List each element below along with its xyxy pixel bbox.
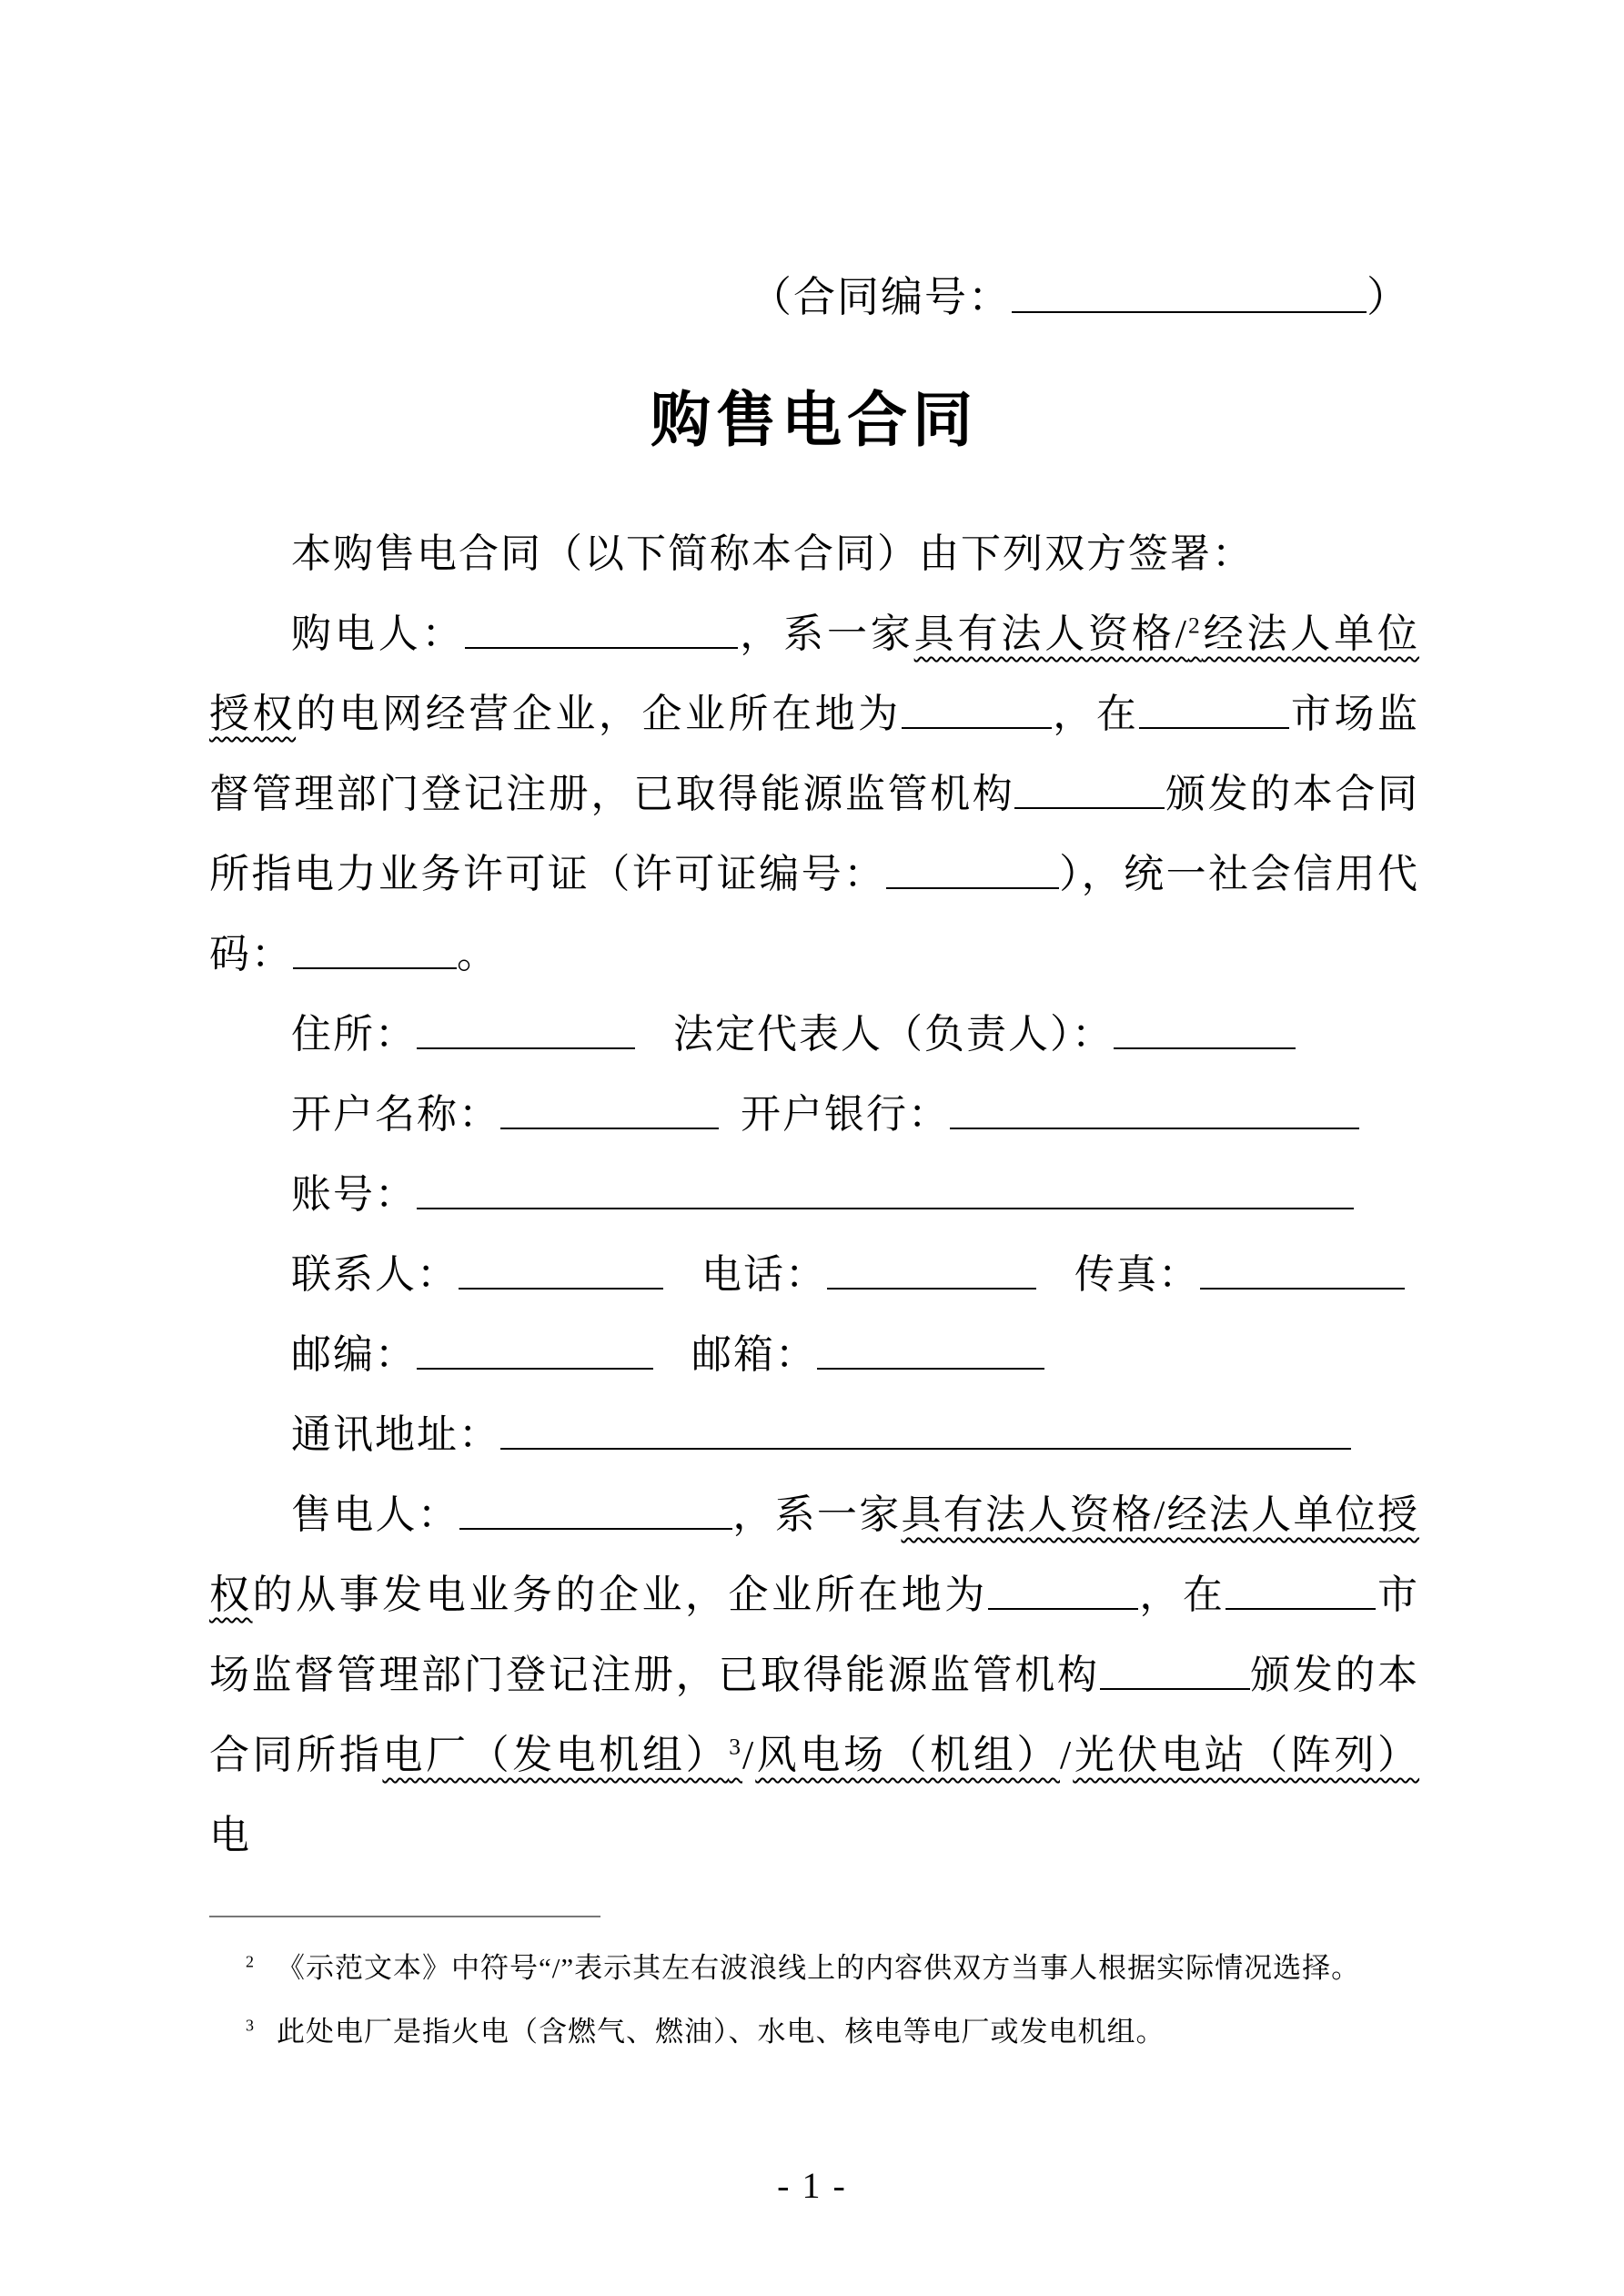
postcode-blank (417, 1364, 653, 1370)
seller-solar-option: 光伏电站（阵列） (1073, 1733, 1420, 1777)
contract-number-close-paren: ） (1367, 274, 1410, 320)
residence-label: 住所： (291, 1012, 417, 1057)
buyer-wavy-option-a: 具有法人资格/ (913, 612, 1188, 656)
seller-text-registration: 市场监督管理部门登记注册，已取得能源监管机构 (209, 1573, 1420, 1697)
seller-label: 售电人： (291, 1492, 460, 1537)
seller-text: ，系一家 (732, 1492, 902, 1537)
account-no-blank (417, 1204, 1354, 1209)
seller-text-at: ，在 (1137, 1573, 1226, 1617)
seller-qualification-options: 具有法人资格/经法人单位授权 (209, 1492, 1420, 1617)
intro-text: 本购售电合同（以下简称本合同）由下列双方签署： (291, 531, 1254, 576)
seller-slash-2: / (1060, 1733, 1074, 1777)
buyer-authority-blank (1014, 804, 1165, 809)
phone-blank (827, 1284, 1036, 1290)
legal-rep-blank (1114, 1044, 1296, 1049)
account-name-line (209, 1075, 1419, 1155)
footnote-2-marker: 2 (1187, 612, 1202, 639)
account-name-blank (500, 1124, 719, 1129)
contact-blank (459, 1284, 663, 1290)
contact-label: 联系人： (291, 1252, 459, 1297)
document-body (209, 514, 1419, 1876)
contract-number-blank (1012, 308, 1367, 313)
footnote-3-text: 此处电厂是指火电（含燃气、燃油）、水电、核电等电厂或发电机组。 (276, 2016, 1165, 2048)
footnotes-section (209, 1916, 1419, 2070)
footnote-2-text: 《示范文本》中符号“/”表示其左右波浪线上的内容供双方当事人根据实际情况选择。 (276, 1952, 1361, 1984)
account-no-line (209, 1155, 1419, 1235)
footnote-2 (209, 1943, 1419, 1994)
legal-rep-label: 法定代表人（负责人）： (673, 1012, 1114, 1057)
seller-wind-option: 风电场（机组） (755, 1733, 1060, 1777)
account-no-label: 账号： (291, 1172, 417, 1217)
seller-name-blank (459, 1524, 732, 1530)
address-line (209, 1395, 1419, 1475)
contract-number-line (209, 264, 1419, 324)
email-label: 邮箱： (691, 1332, 817, 1377)
buyer-name-blank (465, 643, 738, 649)
footnote-3 (209, 2007, 1419, 2058)
seller-registry-blank (1226, 1604, 1376, 1610)
account-name-label: 开户名称： (291, 1092, 500, 1137)
document-title: 购售电合同 (651, 386, 978, 453)
intro-paragraph (209, 514, 1419, 594)
postcode-label: 邮编： (291, 1332, 417, 1377)
buyer-text-registration: 市场监督管理部门登记注册，已取得能源监管机构 (209, 692, 1420, 816)
footnote-3-marker: 3 (729, 1733, 742, 1760)
buyer-text-enterprise: 的电网经营企业，企业所在地为 (296, 692, 902, 736)
buyer-text-period: 。 (457, 932, 499, 976)
page-number: - 1 - (777, 2165, 847, 2206)
phone-label: 电话： (701, 1252, 827, 1297)
buyer-registry-blank (1139, 723, 1289, 729)
buyer-location-blank (902, 723, 1052, 729)
document-content (209, 264, 1419, 1876)
fax-blank (1200, 1284, 1405, 1290)
seller-plant-option (382, 1733, 742, 1777)
contract-number-label: （合同编号： (750, 274, 1012, 320)
buyer-license-no-blank (886, 884, 1059, 889)
buyer-label: 购电人： (291, 612, 466, 656)
seller-text-enterprise: 的从事发电业务的企业，企业所在地为 (252, 1573, 988, 1617)
bank-blank (950, 1124, 1359, 1129)
buyer-wavy-option-b: 经法人单位授权 (209, 612, 1419, 736)
seller-location-blank (988, 1604, 1138, 1610)
seller-plant-text: 电厂（发电机组） (382, 1733, 730, 1777)
bank-label: 开户银行： (741, 1092, 950, 1137)
postcode-line (209, 1315, 1419, 1395)
email-blank (817, 1364, 1044, 1370)
seller-text-refers: 颁发的本合同所指 (209, 1653, 1420, 1777)
buyer-text-credit-code: ），统一社会信用代码： (209, 852, 1420, 976)
buyer-text-license: 颁发的本合同所指电力业务许可证（许可证编号： (209, 772, 1420, 896)
address-blank (500, 1444, 1351, 1450)
contact-line (209, 1235, 1419, 1315)
buyer-text-at: ，在 (1051, 692, 1140, 736)
fax-label: 传真： (1074, 1252, 1200, 1297)
footnote-2-number: 2 (246, 1952, 255, 1971)
residence-blank (417, 1044, 635, 1049)
seller-slash-1: / (741, 1733, 756, 1777)
footnote-3-number: 3 (246, 2016, 255, 2035)
address-label: 通讯地址： (291, 1412, 500, 1457)
seller-authority-blank (1100, 1684, 1250, 1690)
buyer-paragraph (209, 594, 1419, 995)
buyer-text: ，系一家 (738, 612, 914, 656)
seller-paragraph (209, 1475, 1419, 1876)
buyer-credit-code-blank (293, 964, 457, 969)
footnote-separator-line (209, 1916, 600, 1917)
residence-line (209, 995, 1419, 1075)
seller-text-tail: 电 (209, 1813, 251, 1857)
